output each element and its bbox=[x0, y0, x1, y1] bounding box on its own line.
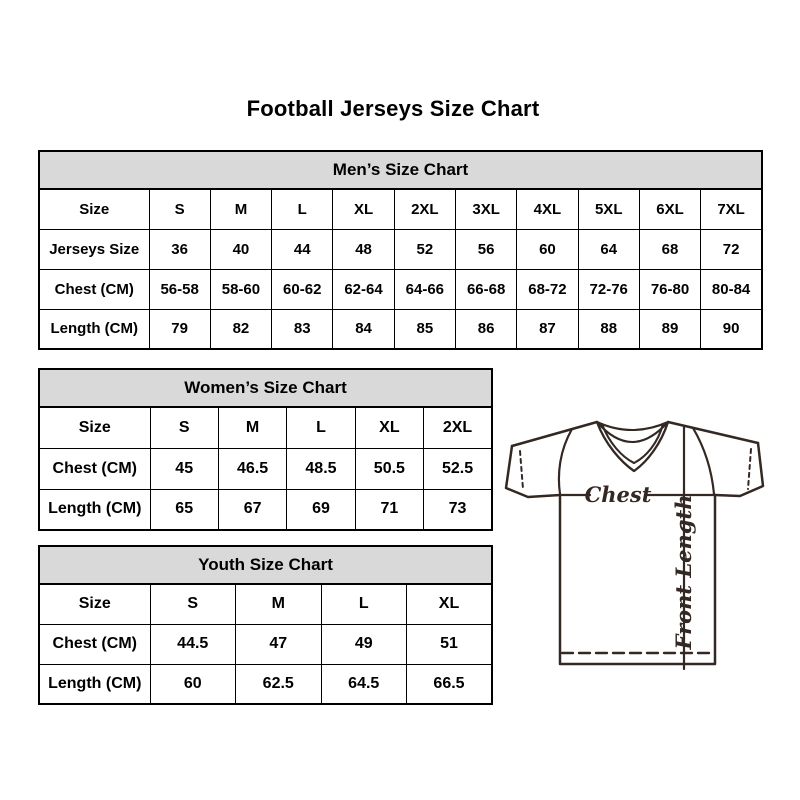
value-cell: 64 bbox=[578, 229, 639, 269]
value-cell: 56-58 bbox=[149, 269, 210, 309]
table-row bbox=[39, 407, 492, 448]
value-cell: 60 bbox=[517, 229, 578, 269]
value-cell: 40 bbox=[210, 229, 271, 269]
row-label: Length (CM) bbox=[39, 664, 150, 704]
value-cell: 68-72 bbox=[517, 269, 578, 309]
value-cell: 3XL bbox=[455, 189, 516, 229]
value-cell: 83 bbox=[272, 309, 333, 349]
value-cell: 67 bbox=[218, 489, 286, 530]
jersey-measurement-diagram bbox=[495, 388, 775, 688]
value-cell: 72 bbox=[701, 229, 762, 269]
value-cell: 68 bbox=[639, 229, 700, 269]
value-cell: 85 bbox=[394, 309, 455, 349]
table-title-row bbox=[39, 151, 762, 189]
front-length-label: Front Length bbox=[671, 494, 696, 650]
value-cell: 80-84 bbox=[701, 269, 762, 309]
value-cell: 50.5 bbox=[355, 448, 423, 489]
value-cell: 4XL bbox=[517, 189, 578, 229]
value-cell: 82 bbox=[210, 309, 271, 349]
row-label: Jerseys Size bbox=[39, 229, 149, 269]
mens-size-table bbox=[38, 150, 763, 350]
value-cell: 45 bbox=[150, 448, 218, 489]
row-label: Size bbox=[39, 407, 150, 448]
value-cell: 48.5 bbox=[287, 448, 355, 489]
womens-size-table bbox=[38, 368, 493, 531]
table-row bbox=[39, 489, 492, 530]
value-cell: M bbox=[236, 584, 322, 624]
value-cell: 47 bbox=[236, 624, 322, 664]
value-cell: 44 bbox=[272, 229, 333, 269]
table-row bbox=[39, 664, 492, 704]
value-cell: M bbox=[210, 189, 271, 229]
value-cell: L bbox=[287, 407, 355, 448]
table-title-row bbox=[39, 546, 492, 584]
table-title: Youth Size Chart bbox=[39, 546, 492, 584]
chest-label: Chest bbox=[584, 482, 652, 507]
value-cell: 86 bbox=[455, 309, 516, 349]
value-cell: 6XL bbox=[639, 189, 700, 229]
value-cell: 48 bbox=[333, 229, 394, 269]
page-title: Football Jerseys Size Chart bbox=[246, 96, 540, 121]
value-cell: 71 bbox=[355, 489, 423, 530]
table-row bbox=[39, 229, 762, 269]
value-cell: 46.5 bbox=[218, 448, 286, 489]
table-row bbox=[39, 189, 762, 229]
table-title-row bbox=[39, 369, 492, 407]
value-cell: 89 bbox=[639, 309, 700, 349]
value-cell: 62.5 bbox=[236, 664, 322, 704]
value-cell: 58-60 bbox=[210, 269, 271, 309]
value-cell: S bbox=[150, 584, 236, 624]
table-title: Men’s Size Chart bbox=[39, 151, 762, 189]
value-cell: 73 bbox=[424, 489, 492, 530]
value-cell: 56 bbox=[455, 229, 516, 269]
value-cell: 88 bbox=[578, 309, 639, 349]
table-row bbox=[39, 269, 762, 309]
value-cell: S bbox=[149, 189, 210, 229]
value-cell: 52.5 bbox=[424, 448, 492, 489]
value-cell: 5XL bbox=[578, 189, 639, 229]
value-cell: XL bbox=[355, 407, 423, 448]
value-cell: 62-64 bbox=[333, 269, 394, 309]
value-cell: 44.5 bbox=[150, 624, 236, 664]
value-cell: 79 bbox=[149, 309, 210, 349]
value-cell: 7XL bbox=[701, 189, 762, 229]
youth-size-table bbox=[38, 545, 493, 705]
value-cell: 60 bbox=[150, 664, 236, 704]
value-cell: 69 bbox=[287, 489, 355, 530]
row-label: Size bbox=[39, 189, 149, 229]
table-title: Women’s Size Chart bbox=[39, 369, 492, 407]
row-label: Chest (CM) bbox=[39, 448, 150, 489]
value-cell: 2XL bbox=[394, 189, 455, 229]
table-row bbox=[39, 584, 492, 624]
value-cell: 60-62 bbox=[272, 269, 333, 309]
value-cell: M bbox=[218, 407, 286, 448]
value-cell: 65 bbox=[150, 489, 218, 530]
value-cell: 52 bbox=[394, 229, 455, 269]
value-cell: L bbox=[321, 584, 407, 624]
value-cell: 64-66 bbox=[394, 269, 455, 309]
value-cell: 84 bbox=[333, 309, 394, 349]
value-cell: XL bbox=[333, 189, 394, 229]
jersey-left-sleeve bbox=[506, 446, 560, 497]
value-cell: 49 bbox=[321, 624, 407, 664]
value-cell: 76-80 bbox=[639, 269, 700, 309]
row-label: Size bbox=[39, 584, 150, 624]
row-label: Length (CM) bbox=[39, 489, 150, 530]
value-cell: 66-68 bbox=[455, 269, 516, 309]
value-cell: 90 bbox=[701, 309, 762, 349]
row-label: Length (CM) bbox=[39, 309, 149, 349]
value-cell: 64.5 bbox=[321, 664, 407, 704]
value-cell: 87 bbox=[517, 309, 578, 349]
value-cell: 72-76 bbox=[578, 269, 639, 309]
value-cell: XL bbox=[407, 584, 493, 624]
row-label: Chest (CM) bbox=[39, 624, 150, 664]
value-cell: 51 bbox=[407, 624, 493, 664]
value-cell: 66.5 bbox=[407, 664, 493, 704]
table-row bbox=[39, 448, 492, 489]
row-label: Chest (CM) bbox=[39, 269, 149, 309]
table-row bbox=[39, 309, 762, 349]
jersey-right-sleeve bbox=[715, 443, 763, 496]
table-row bbox=[39, 624, 492, 664]
value-cell: S bbox=[150, 407, 218, 448]
value-cell: 36 bbox=[149, 229, 210, 269]
value-cell: L bbox=[272, 189, 333, 229]
value-cell: 2XL bbox=[424, 407, 492, 448]
